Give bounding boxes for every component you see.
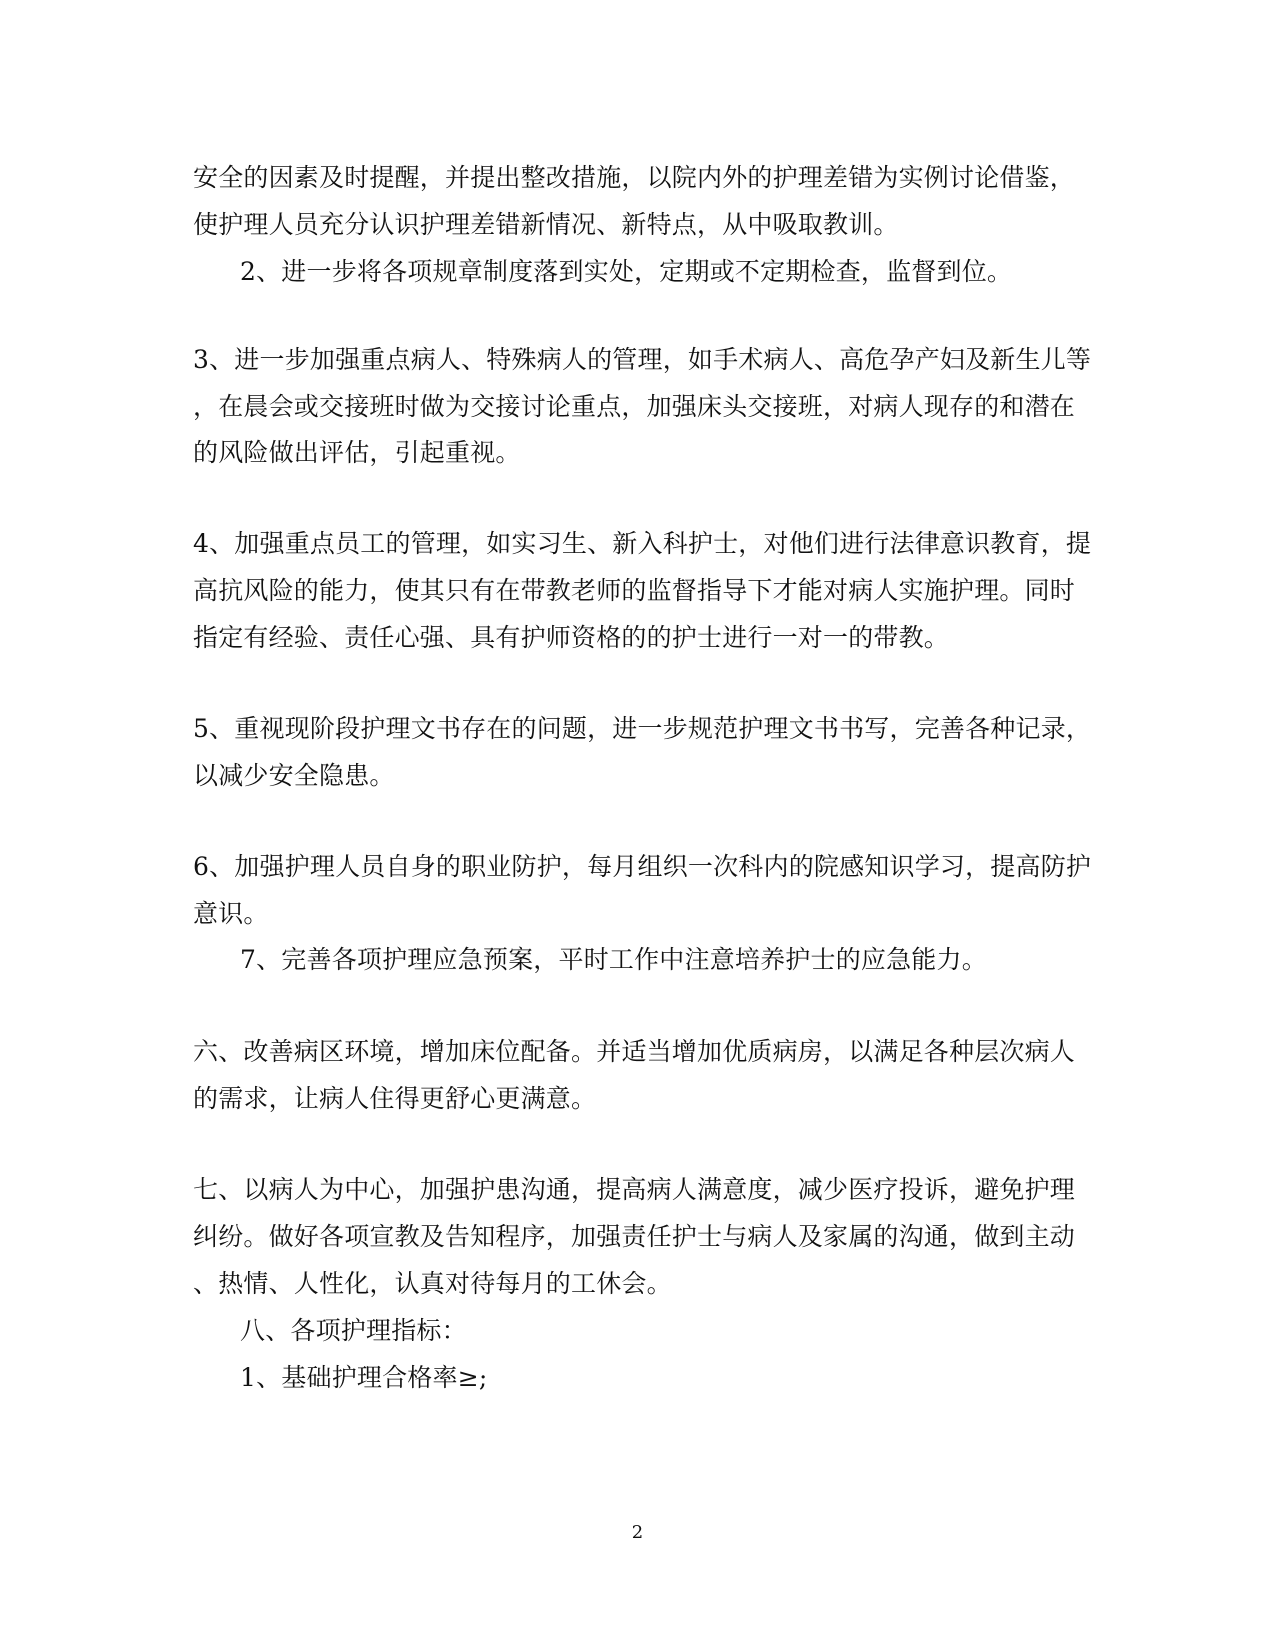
text-line: 的需求，让病人住得更舒心更满意。 <box>193 1084 597 1113</box>
text-line: 高抗风险的能力，使其只有在带教老师的监督指导下才能对病人实施护理。同时 <box>193 576 1076 605</box>
text-line: 六、改善病区环境，增加床位配备。并适当增加优质病房，以满足各种层次病人 <box>193 1037 1076 1066</box>
text-line: 2、进一步将各项规章制度落到实处，定期或不定期检查，监督到位。 <box>240 257 1013 286</box>
text-line: 以减少安全隐患。 <box>193 761 395 790</box>
text-line: 指定有经验、责任心强、具有护师资格的的护士进行一对一的带教。 <box>193 623 950 652</box>
text-line: 3、进一步加强重点病人、特殊病人的管理，如手术病人、高危孕产妇及新生儿等 <box>193 345 1092 374</box>
section-heading: 八、各项护理指标： <box>240 1316 467 1345</box>
text-line: 七、以病人为中心，加强护患沟通，提高病人满意度，减少医疗投诉，避免护理 <box>193 1175 1076 1204</box>
text-line: 的风险做出评估，引起重视。 <box>193 438 521 467</box>
text-line: 6、加强护理人员自身的职业防护，每月组织一次科内的院感知识学习，提高防护 <box>193 852 1092 881</box>
text-line: 纠纷。做好各项宣教及告知程序，加强责任护士与病人及家属的沟通，做到主动 <box>193 1222 1076 1251</box>
text-line: 使护理人员充分认识护理差错新情况、新特点，从中吸取教训。 <box>193 210 899 239</box>
text-line: 安全的因素及时提醒，并提出整改措施，以院内外的护理差错为实例讨论借鉴， <box>193 163 1076 192</box>
text-line: 5、重视现阶段护理文书存在的问题，进一步规范护理文书书写，完善各种记录， <box>193 714 1092 743</box>
page-number: 2 <box>631 1522 644 1543</box>
text-line: 7、完善各项护理应急预案，平时工作中注意培养护士的应急能力。 <box>240 945 987 974</box>
text-line: 、热情、人性化，认真对待每月的工休会。 <box>193 1269 672 1298</box>
text-line: ，在晨会或交接班时做为交接讨论重点，加强床头交接班，对病人现存的和潜在 <box>193 392 1076 421</box>
text-line: 4、加强重点员工的管理，如实习生、新入科护士，对他们进行法律意识教育，提 <box>193 529 1092 558</box>
text-line: 1、基础护理合格率≥; <box>240 1363 488 1392</box>
text-line: 意识。 <box>193 899 269 928</box>
